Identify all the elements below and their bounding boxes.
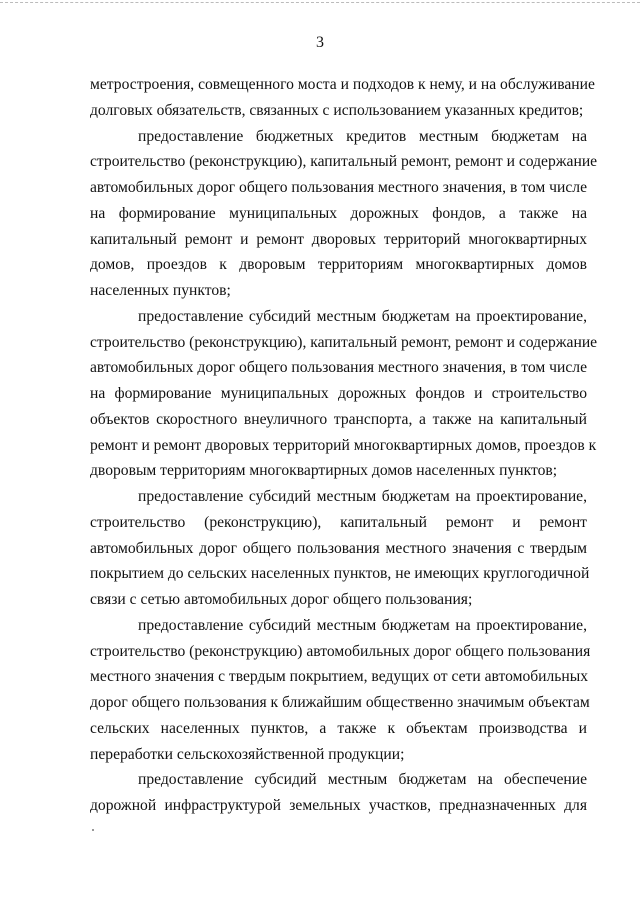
text-line: капитальный ремонт и ремонт дворовых территорий многоквартирных (90, 230, 587, 248)
text-line: сельских населенных пунктов, а также к объектам производства и (90, 719, 587, 737)
text-line: долговых обязательств, связанных с использованием указанных кредитов; (90, 101, 584, 119)
page-number: 3 (316, 34, 324, 51)
text-line: местного значения с твердым покрытием, ведущих от сети автомобильных (90, 668, 589, 686)
text-line: строительство (реконструкцию) автомобильных дорог общего пользования (90, 642, 591, 660)
text-line: предоставление субсидий местным бюджетам на обеспечение (138, 771, 587, 789)
scan-speck (92, 829, 94, 831)
text-line: дворовым территориям многоквартирных домов населенных пунктов; (90, 462, 558, 480)
text-line: на формирование муниципальных дорожных фондов и строительство (90, 385, 587, 402)
text-line: предоставление субсидий местным бюджетам на проектирование, (138, 616, 587, 634)
text-line: автомобильных дорог общего пользования местного значения с твердым (90, 539, 587, 557)
text-line: предоставление субсидий местным бюджетам на проектирование, (138, 307, 587, 325)
text-line: переработки сельскохозяйственной продукции; (90, 745, 405, 763)
text-line: строительство (реконструкцию), капитальный ремонт, ремонт и содержание (90, 153, 598, 171)
scan-top-edge (0, 2, 640, 4)
text-line: покрытием до сельских населенных пунктов, не имеющих круглогодичной (90, 565, 590, 583)
text-line: предоставление бюджетных кредитов местным бюджетам на (138, 127, 587, 145)
text-line: населенных пунктов; (90, 282, 231, 299)
text-line: автомобильных дорог общего пользования местного значения, в том числе (90, 179, 587, 196)
text-line: на формирование муниципальных дорожных фондов, а также на (90, 204, 587, 222)
text-line: строительство (реконструкцию), капитальный ремонт и ремонт (90, 513, 587, 531)
text-line: строительство (реконструкцию), капитальный ремонт, ремонт и содержание (90, 333, 598, 351)
text-line: дорожной инфраструктурой земельных участков, предназначенных для (90, 797, 587, 814)
document-body (90, 72, 598, 819)
text-line: домов, проездов к дворовым территориям многоквартирных домов (90, 256, 587, 274)
text-line: предоставление субсидий местным бюджетам на проектирование, (138, 488, 587, 505)
text-line: автомобильных дорог общего пользования местного значения, в том числе (90, 359, 587, 377)
text-line: дорог общего пользования к ближайшим общественно значимым объектам (90, 694, 590, 711)
text-line: метростроения, совмещенного моста и подходов к нему, и на обслуживание (90, 76, 595, 93)
text-line: объектов скоростного внеуличного транспорта, а также на капитальный (90, 410, 587, 428)
text-line: ремонт и ремонт дворовых территорий многоквартирных домов, проездов к (90, 436, 597, 454)
text-line: связи с сетью автомобильных дорог общего пользования; (90, 591, 473, 608)
